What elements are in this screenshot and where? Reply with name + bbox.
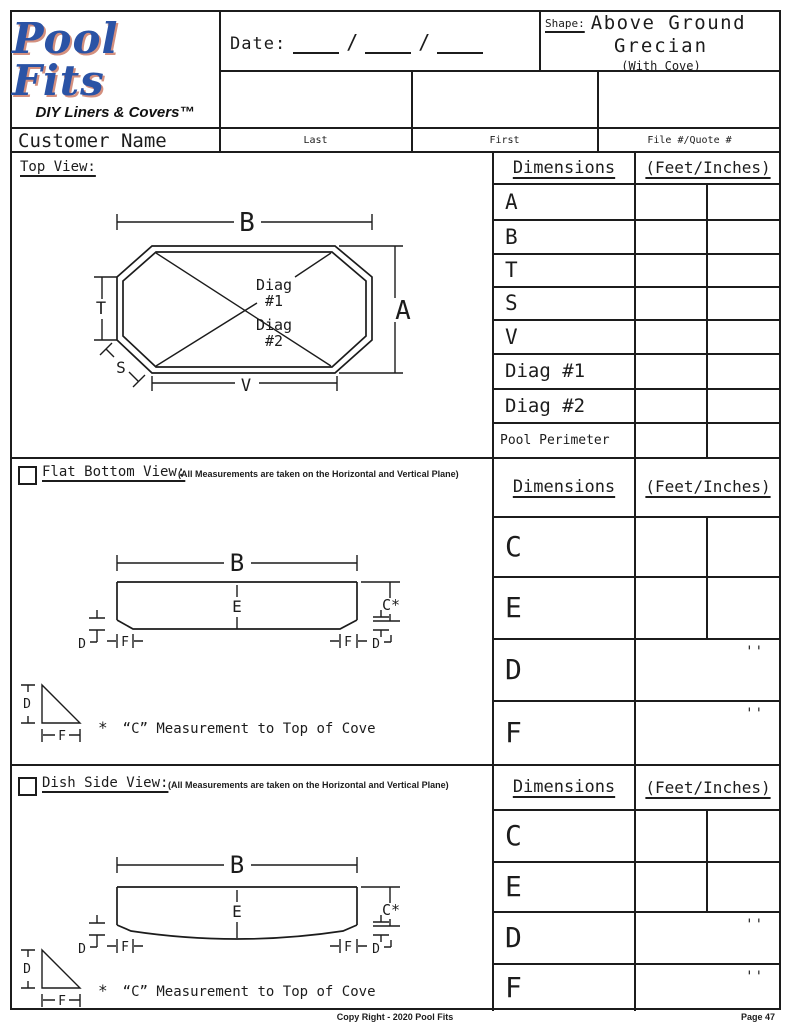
flat-bottom-title: Flat Bottom View: <box>42 464 186 480</box>
table-border <box>492 151 494 1011</box>
dimensions-header-text: Dimensions <box>512 157 616 178</box>
diag2-label-num: #2 <box>264 332 284 350</box>
top-view-diagram <box>10 152 490 457</box>
shape-box <box>545 12 777 73</box>
top-perimeter-feet-cell[interactable] <box>636 423 705 456</box>
dim-label-d-left: D <box>78 942 86 957</box>
note-asterisk: * <box>98 718 108 737</box>
dim-label-f-left: F <box>121 940 129 955</box>
dish-c-feet-cell[interactable] <box>636 810 705 860</box>
row-label-v: V <box>505 324 518 349</box>
inches-mark: '' <box>745 969 764 985</box>
row-label-d: D <box>505 653 522 686</box>
date-month-field[interactable] <box>293 32 339 54</box>
customer-name-label: Customer Name <box>18 130 167 152</box>
note-text: “C” Measurement to Top of Cove <box>122 984 376 1000</box>
feet-inches-header-flat <box>635 458 781 515</box>
row-label-f: F <box>505 970 522 1004</box>
dish-side-diagram <box>10 765 490 1009</box>
triangle-d-label: D <box>23 697 31 712</box>
dim-label-b: B <box>239 208 255 238</box>
dim-label-f-right: F <box>344 940 352 955</box>
shape-value-line1: Above Ground <box>590 12 747 34</box>
top-a-inches-cell[interactable] <box>708 184 780 218</box>
dish-side-title: Dish Side View: <box>42 775 169 791</box>
diag1-label-num: #1 <box>264 292 284 310</box>
dim-label-f-right: F <box>344 635 352 650</box>
note-text: “C” Measurement to Top of Cove <box>122 721 376 737</box>
row-label-t: T <box>505 258 518 282</box>
flat-bottom-note <box>98 718 376 737</box>
dimensions-header-flat <box>493 458 635 515</box>
dim-label-v: V <box>240 376 252 396</box>
dish-side-note <box>98 981 376 1000</box>
dim-label-a: A <box>395 296 411 326</box>
feet-inches-header-text: (Feet/Inches) <box>645 777 771 797</box>
top-b-inches-cell[interactable] <box>708 220 780 252</box>
shape-value-line2: Grecian <box>613 35 709 57</box>
flat-f-inches-cell[interactable] <box>636 701 780 762</box>
divider-line <box>10 127 781 129</box>
date-separator: / <box>346 30 359 54</box>
dimensions-header-text: Dimensions <box>512 476 616 497</box>
pool-fits-logo: Pool Fits <box>12 13 119 105</box>
flat-e-feet-cell[interactable] <box>636 577 705 637</box>
row-label-pool-perimeter: Pool Perimeter <box>500 432 610 448</box>
date-day-field[interactable] <box>365 32 411 54</box>
top-t-inches-cell[interactable] <box>708 254 780 285</box>
triangle-f-label: F <box>58 994 66 1009</box>
dimensions-header-dish <box>493 765 635 809</box>
top-v-feet-cell[interactable] <box>636 320 705 352</box>
dim-label-e: E <box>232 902 242 921</box>
row-label-c: C <box>505 530 522 563</box>
dim-label-t: T <box>95 299 107 319</box>
date-label: Date: <box>230 34 287 54</box>
first-name-box[interactable] <box>413 72 596 126</box>
footer-copyright: Copy Right - 2020 Pool Fits <box>336 1012 454 1022</box>
dim-label-c-star: C* <box>381 901 401 919</box>
feet-inches-header-dish <box>635 765 781 809</box>
dish-d-inches-cell[interactable] <box>636 912 780 961</box>
top-diag1-inches-cell[interactable] <box>708 354 780 387</box>
top-perimeter-inches-cell[interactable] <box>708 423 780 456</box>
first-column-label: First <box>489 135 520 146</box>
top-s-inches-cell[interactable] <box>708 287 780 318</box>
footer-page-number: Page 47 <box>740 1012 775 1022</box>
row-label-a: A <box>505 189 518 214</box>
dimension-lines <box>89 555 400 648</box>
triangle-f-label: F <box>58 729 66 744</box>
flat-d-inches-cell[interactable] <box>636 639 780 699</box>
row-label-b: B <box>505 224 518 249</box>
dish-e-inches-cell[interactable] <box>708 862 780 910</box>
inches-mark: '' <box>745 644 764 660</box>
logo-block <box>12 12 218 126</box>
top-v-inches-cell[interactable] <box>708 320 780 352</box>
dim-label-d-left: D <box>78 637 86 652</box>
row-label-f: F <box>505 715 522 749</box>
dim-label-d-right: D <box>372 637 380 652</box>
dim-label-c-star: C* <box>381 596 401 614</box>
feet-inches-header-text: (Feet/Inches) <box>645 477 771 496</box>
date-row <box>230 30 483 54</box>
top-view-title: Top View: <box>20 159 96 175</box>
dim-label-s: S <box>116 358 126 377</box>
top-diag2-feet-cell[interactable] <box>636 389 705 421</box>
dim-label-f-left: F <box>121 635 129 650</box>
dim-label-b: B <box>229 851 245 879</box>
dim-label-b: B <box>229 549 245 577</box>
diagonal-lines <box>156 253 331 366</box>
top-a-feet-cell[interactable] <box>636 184 705 218</box>
divider-line <box>539 10 541 72</box>
top-diag2-inches-cell[interactable] <box>708 389 780 421</box>
top-s-feet-cell[interactable] <box>636 287 705 318</box>
dim-label-d-right: D <box>372 942 380 957</box>
file-quote-column-label: File #/Quote # <box>647 135 732 146</box>
flat-c-inches-cell[interactable] <box>708 517 780 575</box>
top-t-feet-cell[interactable] <box>636 254 705 285</box>
dish-e-feet-cell[interactable] <box>636 862 705 910</box>
dimensions-header-top <box>493 152 635 183</box>
last-column-label: Last <box>303 135 328 146</box>
logo-tagline: DIY Liners & Covers™ <box>35 103 195 121</box>
dish-f-inches-cell[interactable] <box>636 964 780 1008</box>
diag1-label-word: Diag <box>255 276 293 294</box>
row-label-e: E <box>505 870 522 903</box>
inches-mark: '' <box>745 706 764 722</box>
last-name-box[interactable] <box>221 72 410 126</box>
triangle-d-label: D <box>23 962 31 977</box>
shape-label: Shape: <box>545 17 585 30</box>
flat-c-feet-cell[interactable] <box>636 517 705 575</box>
row-label-d: D <box>505 921 522 954</box>
row-label-diag2: Diag #2 <box>505 394 586 417</box>
row-label-diag1: Diag #1 <box>505 360 586 382</box>
cove-triangle-detail <box>21 685 80 742</box>
row-label-e: E <box>505 591 522 624</box>
top-diag1-feet-cell[interactable] <box>636 354 705 387</box>
dim-label-e: E <box>232 597 242 616</box>
dish-c-inches-cell[interactable] <box>708 810 780 860</box>
flat-e-inches-cell[interactable] <box>708 577 780 637</box>
date-separator: / <box>418 30 431 54</box>
file-quote-box[interactable] <box>599 72 779 126</box>
top-b-feet-cell[interactable] <box>636 220 705 252</box>
shape-value-line3: (With Cove) <box>621 59 701 73</box>
date-year-field[interactable] <box>437 32 483 54</box>
inches-mark: '' <box>745 917 764 933</box>
row-label-s: S <box>505 291 518 315</box>
dish-side-subtitle: (All Measurements are taken on the Horizontal and Vertical Plane) <box>168 780 449 790</box>
feet-inches-header-top <box>635 152 781 183</box>
flat-bottom-subtitle: (All Measurements are taken on the Horizontal and Vertical Plane) <box>178 469 459 479</box>
diag2-label-word: Diag <box>255 316 293 334</box>
cove-triangle-detail <box>21 950 80 1007</box>
feet-inches-header-text: (Feet/Inches) <box>645 158 771 177</box>
dimension-lines <box>94 214 403 391</box>
dimensions-header-text: Dimensions <box>512 777 616 797</box>
note-asterisk: * <box>98 981 108 1000</box>
row-label-c: C <box>505 819 522 852</box>
